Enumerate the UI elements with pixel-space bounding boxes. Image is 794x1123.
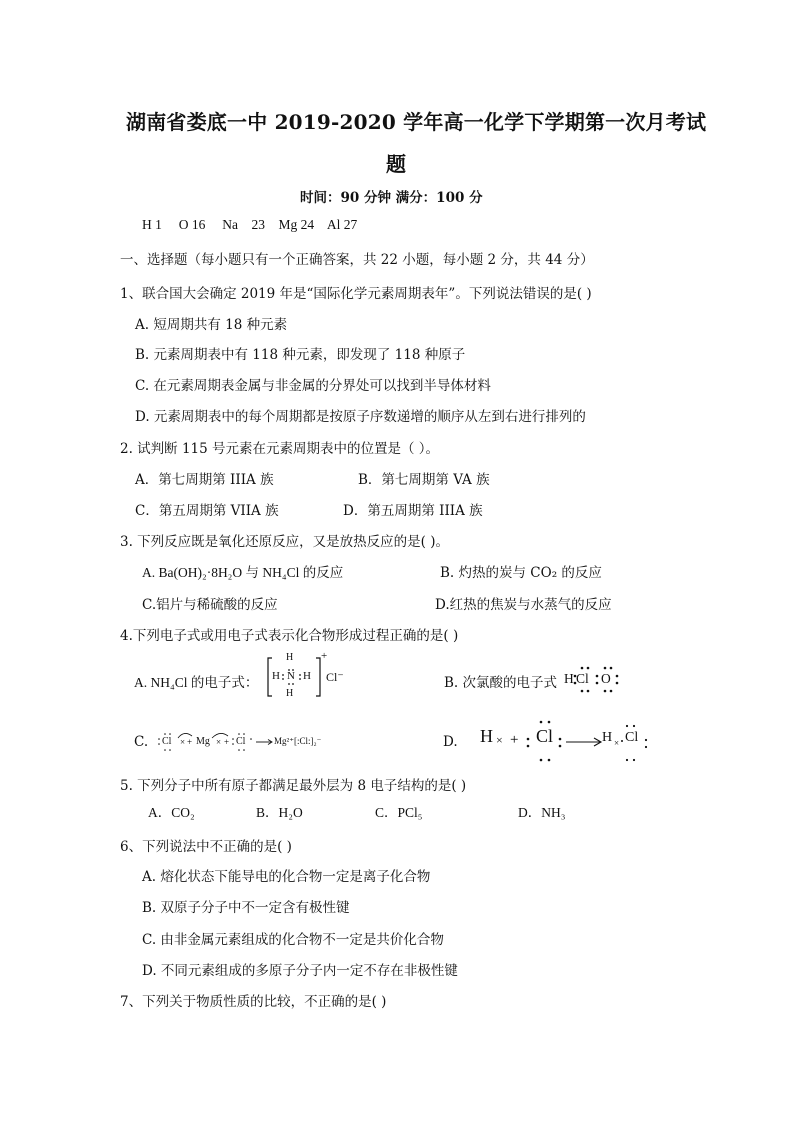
question-4-option-b-label: B. 次氯酸的电子式 [444,675,558,691]
question-2-option-d: D．第五周期第 IIIA 族 [343,503,483,519]
question-3-option-b: B. 灼热的炭与 CO₂ 的反应 [440,565,602,581]
hydrogen-top: H [286,652,294,663]
mgcl2-formation-process [156,728,336,754]
hydrogen-right: H [303,670,311,682]
chlorine-atom-left: Cl [162,736,172,747]
hydrogen-bottom: H [286,688,294,699]
chlorine-atom: Cl [536,726,554,746]
product-chlorine: Cl [625,730,639,745]
question-5-option-b: B．H₂O [256,805,303,820]
question-5-option-c: C．PCl₅ [375,805,423,820]
question-3-option-a: A. Ba(OH)₂·8H₂O 与 NH₄Cl 的反应 [142,565,344,580]
chlorine-atom-right: Cl [236,736,246,747]
svg-text:+: + [224,737,230,747]
hcl-formation-process [480,716,660,764]
chlorine-atom: Cl [576,671,589,686]
question-2-option-a: A．第七周期第 IIIA 族 [135,472,274,488]
magnesium-atom: Mg [196,736,210,747]
question-4-option-a-label: A. NH₄Cl 的电子式： [134,675,259,690]
question-6-option-d: D. 不同元素组成的多原子分子内一定不存在非极性键 [142,963,458,979]
question-6-option-c: C. 由非金属元素组成的化合物不一定是共价化合物 [142,932,444,948]
mgcl2-arrows-and-dots [156,728,336,754]
question-6-option-b: B. 双原子分子中不一定含有极性键 [142,900,350,916]
question-1-option-a: A. 短周期共有 18 种元素 [135,317,288,333]
question-5-option-a: A．CO₂ [148,805,195,820]
svg-text:+: + [187,737,193,747]
question-6-stem: 6、下列说法中不正确的是( ) [120,839,292,855]
atomic-masses: H 1 O 16 Na 23 Mg 24 Al 27 [142,217,358,232]
hydrogen-atom: H [564,671,574,686]
question-5-stem: 5. 下列分子中所有原子都满足最外层为 8 电子结构的是( ) [120,778,467,794]
question-6-option-a: A. 熔化状态下能导电的化合物一定是离子化合物 [142,869,431,885]
hydrogen-atom: H [480,726,493,746]
hclo-dots [564,664,620,694]
svg-text:×: × [496,733,503,747]
question-2-option-c: C．第五周期第 VIIA 族 [135,503,279,519]
question-7-stem: 7、下列关于物质性质的比较，不正确的是( ) [120,994,387,1010]
nh4cl-electron-formula [266,652,356,702]
question-2-stem: 2. 试判断 115 号元素在元素周期表中的位置是（ ）。 [120,441,440,457]
hydrogen-left: H [272,670,280,682]
question-3-option-c: C.铝片与稀硫酸的反应 [142,597,278,613]
exam-time-score: 时间：90 分钟 满分：100 分 [300,190,483,206]
question-5-option-d: D．NH₃ [518,805,566,820]
nitrogen-center: N [287,670,295,682]
question-4-option-d-label: D. [443,734,458,750]
section-heading: 一、选择题（每小题只有一个正确答案，共 22 小题，每小题 2 分，共 44 分） [120,252,594,268]
chloride-ion: Cl⁻ [326,670,344,684]
question-1-option-d: D. 元素周期表中的每个周期都是按原子序数递增的顺序从左到右进行排列的 [135,409,586,425]
page-title: 湖南省娄底一中 2019-2020 学年高一化学下学期第一次月考试 [126,110,707,134]
question-1-stem: 1、联合国大会确定 2019 年是“国际化学元素周期表年”。下列说法错误的是( ) [120,286,592,302]
question-4-stem: 4.下列电子式或用电子式表示化合物形成过程正确的是( ) [120,628,459,644]
mgcl2-product: Mg²⁺[:Cl:]₂⁻ [274,736,322,746]
question-4-option-c-label: C. [134,734,149,750]
cation-charge: + [321,650,328,662]
svg-text:×: × [180,737,186,747]
question-1-option-c: C. 在元素周期表金属与非金属的分界处可以找到半导体材料 [135,378,491,394]
hclo-electron-formula [564,664,620,694]
oxygen-atom: O [601,671,611,686]
page-title-continued: 题 [386,152,407,176]
question-3-option-d: D.红热的焦炭与水蒸气的反应 [435,597,612,613]
hcl-dots-and-arrow [480,716,660,764]
product-hydrogen: H [602,730,613,745]
svg-text:+: + [510,732,519,748]
question-2-option-b: B．第七周期第 VA 族 [358,472,490,488]
svg-text:×: × [614,738,620,748]
svg-text:×: × [216,737,222,747]
question-1-option-b: B. 元素周期表中有 118 种元素，即发现了 118 种原子 [135,347,466,363]
question-3-stem: 3. 下列反应既是氧化还原反应，又是放热反应的是( )。 [120,534,449,550]
